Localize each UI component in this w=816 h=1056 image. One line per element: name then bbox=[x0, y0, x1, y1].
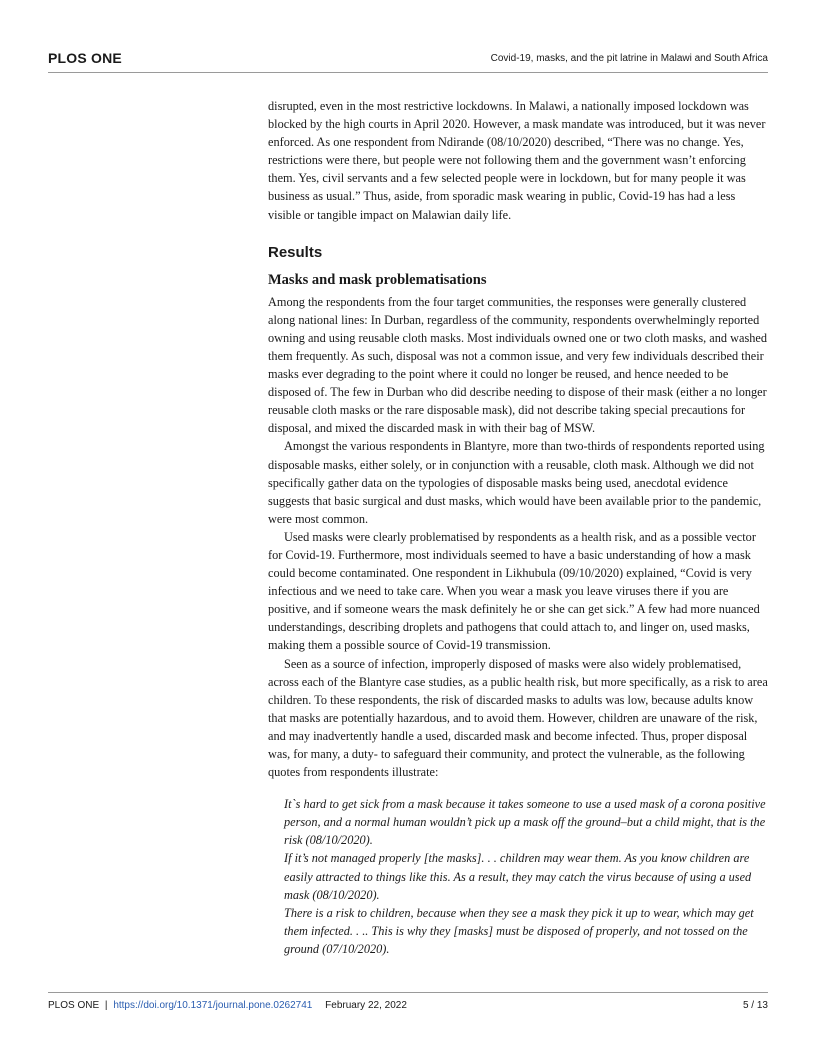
block-quote: If it’s not managed properly [the masks]. . . children may wear them. As you know children are easily attracted to things like this. As a result, they may catch the virus because of using a used mask (08/10/2020). bbox=[284, 851, 752, 902]
block-quote: There is a risk to children, because when they see a mask they pick it up to wear, which may get them infected. . .. This is why they [masks] must be disposed of properly, and not tossed on the ground (07/10/2020). bbox=[284, 905, 754, 956]
article-body bbox=[268, 97, 768, 958]
footer-separator: | bbox=[104, 1000, 108, 1011]
page-header bbox=[48, 44, 768, 73]
intro-paragraph: disrupted, even in the most restrictive lockdowns. In Malawi, a nationally imposed lockdown was blocked by the high courts in April 2020. However, a mask mandate was introduced, but it was never enforced. As one respondent from Ndirande (08/10/2020) described, “There was no change. Yes, restrictions were there, but people were not following them and the government wasn’t enforcing them. Yes, civil servants and a few selected people were in lockdown, but for many people it was business as usual.” Thus, aside, from sporadic mask wearing in public, Covid-19 has had a less visible or tangible impact on Malawian daily life. bbox=[268, 99, 766, 222]
body-paragraph: Among the respondents from the four target communities, the responses were generally clustered along national lines: In Durban, regardless of the community, respondents overwhelmingly reported owning and using reusable cloth masks. Most individuals owned one or two cloth masks, and washed them frequently. As such, disposal was not a common issue, and very few individuals described their masks ever degrading to the point where it could no longer be reused, and hence needed to be disposed of. The few in Durban who did describe needing to dispose of their mask (either a no longer reusable cloth masks or the rare disposable mask), did not describe taking special precautions for disposal, and mixed the discarded mask in with their bag of MSW. bbox=[268, 294, 767, 436]
page-number: 5 / 13 bbox=[742, 1000, 768, 1011]
footer-journal: PLOS ONE bbox=[48, 1000, 100, 1011]
journal-name: PLOS ONE bbox=[48, 50, 122, 66]
page-footer bbox=[48, 992, 768, 1011]
body-paragraph: Amongst the various respondents in Blantyre, more than two-thirds of respondents reported using disposable masks, either solely, or in conjunction with a reusable, cloth mask. Although we did not specifically gather data on the typologies of disposable masks being used, anecdotal evidence suggests that basic surgical and dust masks, which would have been available prior to the pandemic, were most common. bbox=[268, 439, 765, 526]
publication-date: February 22, 2022 bbox=[325, 1000, 407, 1011]
body-paragraph: Used masks were clearly problematised by respondents as a health risk, and as a possible vector for Covid-19. Furthermore, most individuals seemed to have a basic understanding of how a mask could become contaminated. One respondent in Likhubula (09/10/2020) explained, “Covid is very infectious and we need to take care. When you wear a mask you leave viruses there if you are positive, and if someone wears the mask definitely he or she can get sick.” A few had more nuanced understandings, describing droplets and pathogens that could attach to, and linger on, used masks, making them a possible source of Covid-19 transmission. bbox=[268, 529, 760, 653]
section-heading-results: Results bbox=[268, 243, 323, 261]
body-paragraph: Seen as a source of infection, improperly disposed of masks were also widely problematised, across each of the Blantyre case studies, as a public health risk, but more specifically, as a risk to area children. To these respondents, the risk of discarded masks to adults was low, because adults know that masks are potentially hazardous, and to avoid them. However, children are unaware of the risk, and may inadvertently handle a used, discarded mask and become infected. Thus, proper disposal was, for many, a duty- to safeguard their community, and protect the vulnerable, as the following quotes from respondents illustrate: bbox=[268, 656, 768, 780]
running-title: Covid-19, masks, and the pit latrine in Malawi and South Africa bbox=[490, 53, 768, 64]
doi-link[interactable]: https://doi.org/10.1371/journal.pone.0262741 bbox=[113, 1000, 313, 1011]
subsection-heading-masks: Masks and mask problematisations bbox=[268, 271, 487, 288]
block-quote: It`s hard to get sick from a mask because it takes someone to use a used mask of a corona positive person, and a normal human wouldn’t pick up a mask off the ground–but a child might, that is the risk (08/10/2020). bbox=[284, 797, 766, 848]
block-quotes bbox=[268, 795, 768, 958]
